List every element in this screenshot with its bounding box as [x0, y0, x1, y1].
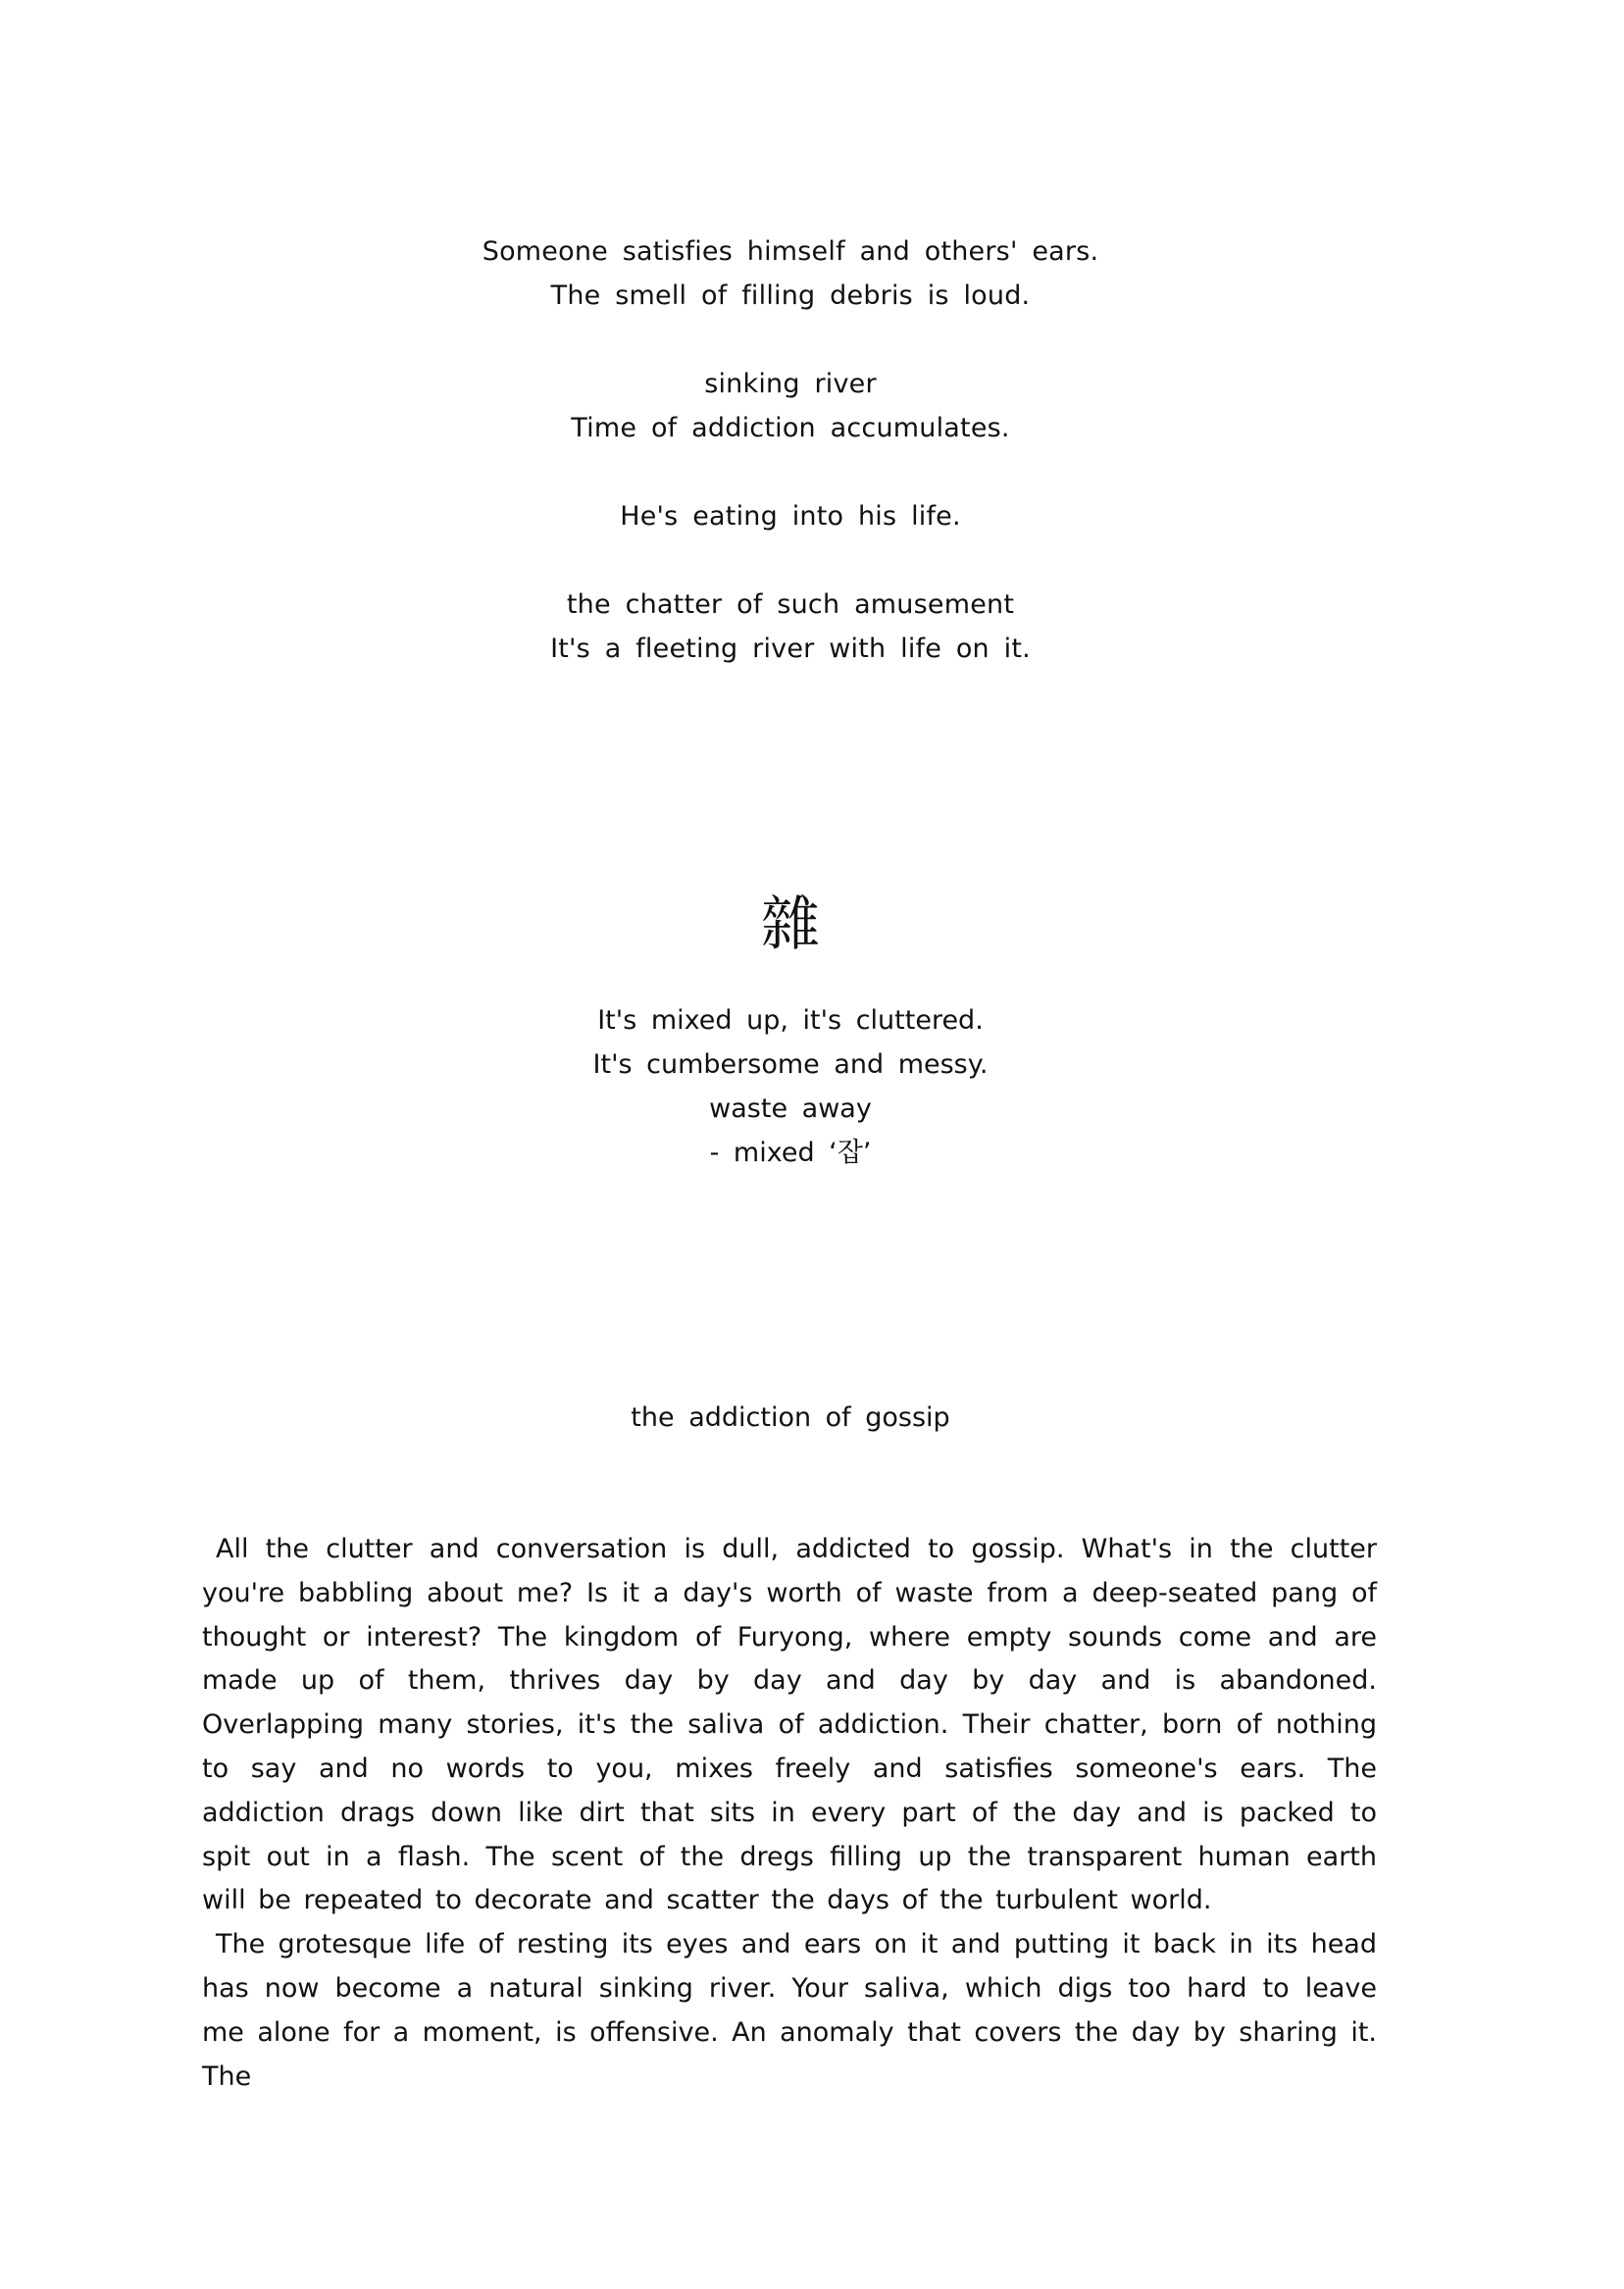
definition-line: - mixed ‘잡’: [709, 1138, 872, 1168]
stanza-gap: [0, 538, 1581, 583]
definition-line: It's mixed up, it's cluttered.: [597, 1005, 984, 1036]
poem-line: the chatter of such amusement: [566, 589, 1015, 620]
poem-line: Time of addiction accumulates.: [571, 413, 1010, 443]
poem-line: It's a fleeting river with life on it.: [550, 634, 1031, 664]
poem-line: Someone satisfies himself and others' ears.: [482, 236, 1099, 267]
stanza-gap: [0, 318, 1581, 362]
definition-line: waste away: [709, 1094, 872, 1124]
poem-line: sinking river: [704, 369, 877, 399]
poem-line: He's eating into his life.: [620, 501, 961, 532]
poem: [0, 229, 1581, 671]
essay-paragraph: The grotesque life of resting its eyes and ears on it and putting it back in its head has now become a natural sinking river. Your saliva, which digs too hard to leave me alone for a moment, is offensive. An anomaly that covers the day by sharing it. The: [202, 1929, 1377, 2092]
essay-title: the addiction of gossip: [631, 1402, 950, 1433]
essay-body: [202, 1528, 1377, 2099]
poem-line: The smell of filling debris is loud.: [550, 280, 1031, 311]
definition-line: It's cumbersome and messy.: [592, 1049, 989, 1080]
hanja-definition: [0, 998, 1581, 1175]
essay-paragraph: All the clutter and conversation is dull, addicted to gossip. What's in the clutter you're babbling about me? Is it a day's worth of waste from a deep-seated pang of thought or interest? The kingdom of Furyong, where empty sounds come and are made up of them, thrives day by day and day by day and is abandoned. Overlapping many stories, it's the saliva of addiction. Their chatter, born of nothing to say and no words to you, mixes freely and satisfies someone's ears. The addiction drags down like dirt that sits in every part of the day and is packed to spit out in a flash. The scent of the dregs filling up the transparent human earth will be repeated to decorate and scatter the days of the turbulent world.: [202, 1534, 1377, 1916]
stanza-gap: [0, 450, 1581, 494]
hanja-character: 雜: [761, 890, 820, 959]
